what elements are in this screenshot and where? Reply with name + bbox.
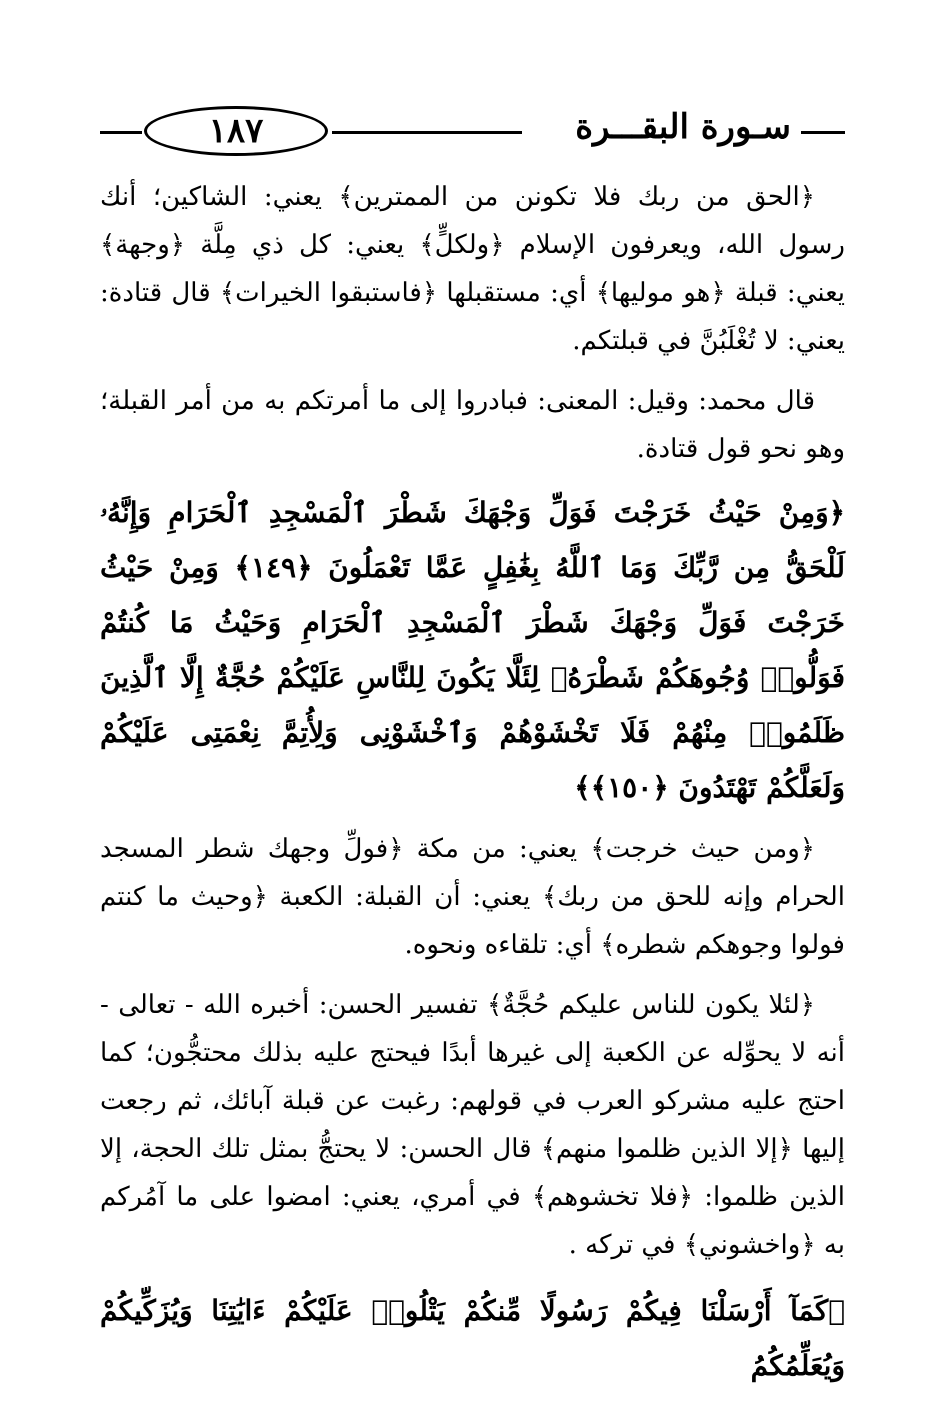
commentary-paragraph: ﴿ومن حيث خرجت﴾ يعني: من مكة ﴿فولِّ وجهك شطر المسجد الحرام وإنه للحق من ربك﴾ يعني: أن القبلة: الكعبة ﴿وحيث ما كنتم فولوا وجوهكم شطره﴾ أي: تلقاءه ونحوه.	[100, 834, 845, 960]
page-body	[100, 173, 845, 1403]
quran-verse-block: ﴿وَمِنْ حَيْثُ خَرَجْتَ فَوَلِّ وَجْهَكَ شَطْرَ ٱلْمَسْجِدِ ٱلْحَرَامِ وَإِنَّهُۥ لَلْحَقُّ مِن رَّبِّكَ وَمَا ٱللَّهُ بِغَٰفِلٍ عَمَّا تَعْمَلُونَ ﴿١٤٩﴾ وَمِنْ حَيْثُ خَرَجْتَ فَوَلِّ وَجْهَكَ شَطْرَ ٱلْمَسْجِدِ ٱلْحَرَامِ وَحَيْثُ مَا كُنتُمْ فَوَلُّوا۟ وُجُوهَكُمْ شَطْرَهُۥ لِئَلَّا يَكُونَ لِلنَّاسِ عَلَيْكُمْ حُجَّةٌ إِلَّا ٱلَّذِينَ ظَلَمُوا۟ مِنْهُمْ فَلَا تَخْشَوْهُمْ وَٱخْشَوْنِى وَلِأُتِمَّ نِعْمَتِى عَلَيْكُمْ وَلَعَلَّكُمْ تَهْتَدُونَ ﴿١٥٠﴾﴾	[100, 496, 845, 804]
surah-title: سـورة البقـــرة	[575, 107, 791, 147]
header-rule	[332, 131, 522, 134]
commentary-paragraph: ﴿الحق من ربك فلا تكونن من الممترين﴾ يعني: الشاكين؛ أنك رسول الله، ويعرفون الإسلام ﴿ولكلٍّ﴾ يعني: كل ذي مِلَّة ﴿وجهة﴾ يعني: قبلة ﴿هو موليها﴾ أي: مستقبلها ﴿فاستبقوا الخيرات﴾ قال قتادة: يعني: لا تُغْلَبُنَّ في قبلتكم.	[100, 182, 845, 356]
header-rule	[100, 131, 142, 134]
page-number: ١٨٧	[144, 106, 328, 156]
header-rule	[801, 131, 845, 134]
quran-verse-block: ﴿كَمَآ أَرْسَلْنَا فِيكُمْ رَسُولًا مِّنكُمْ يَتْلُوا۟ عَلَيْكُمْ ءَايَٰتِنَا وَيُزَكِّيكُمْ وَيُعَلِّمُكُمُ	[100, 1294, 845, 1382]
page-header	[100, 100, 845, 160]
commentary-paragraph: ﴿لئلا يكون للناس عليكم حُجَّةٌ﴾ تفسير الحسن: أخبره الله - تعالى - أنه لا يحوِّله عن الكعبة إلى غيرها أبدًا فيحتج عليه بذلك محتجُّون؛ كما احتج عليه مشركو العرب في قولهم: رغبت عن قبلة آبائك، ثم رجعت إليها ﴿إلا الذين ظلموا منهم﴾ قال الحسن: لا يحتجُّ بمثل تلك الحجة، إلا الذين ظلموا: ﴿فلا تخشوهم﴾ في أمري، يعني: امضوا على ما آمُركم به ﴿واخشوني﴾ في تركه .	[100, 990, 845, 1260]
commentary-paragraph: قال محمد: وقيل: المعنى: فبادروا إلى ما أمرتكم به من أمر القبلة؛ وهو نحو قول قتادة.	[100, 386, 845, 464]
